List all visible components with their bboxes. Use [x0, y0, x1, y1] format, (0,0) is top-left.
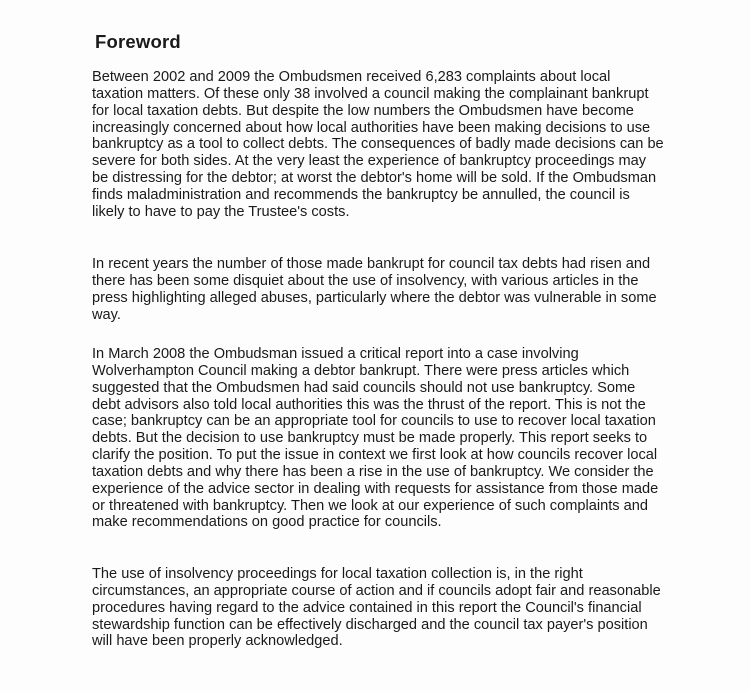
paragraph-4	[92, 566, 661, 650]
text-line: debt advisors also told local authorities this was the thrust of the report. This is not the	[92, 396, 646, 413]
paragraph-1	[92, 69, 664, 221]
text-line: press highlighting alleged abuses, particularly where the debtor was vulnerable in some	[92, 289, 657, 306]
text-line: Wolverhampton Council making a debtor bankrupt. There were press articles which	[92, 362, 630, 379]
paragraph-2	[92, 256, 657, 323]
text-line: taxation debts and why there has been a rise in the use of bankruptcy. We consider the	[92, 463, 654, 480]
text-line: clarify the position. To put the issue in context we first look at how councils recover local	[92, 447, 658, 464]
text-line: likely to have to pay the Trustee's costs.	[92, 203, 350, 220]
text-line: circumstances, an appropriate course of action and if councils adopt fair and reasonable	[92, 582, 661, 599]
text-line: Between 2002 and 2009 the Ombudsmen received 6,283 complaints about local	[92, 69, 611, 85]
paragraph-3	[92, 346, 658, 531]
text-line: taxation matters. Of these only 38 involved a council making the complainant bankrupt	[92, 85, 649, 102]
text-line: for local taxation debts. But despite the low numbers the Ombudsmen have become	[92, 102, 634, 119]
page-title: Foreword	[95, 31, 181, 52]
text-line: debts. But the decision to use bankruptcy must be made properly. This report seeks to	[92, 430, 648, 447]
text-line: there has been some disquiet about the use of insolvency, with various articles in the	[92, 272, 639, 289]
text-line: In recent years the number of those made bankrupt for council tax debts had risen and	[92, 256, 651, 272]
text-line: The use of insolvency proceedings for local taxation collection is, in the right	[92, 566, 583, 582]
text-line: increasingly concerned about how local authorities have been making decisions to use	[92, 119, 651, 136]
text-line: finds maladministration and recommends the bankruptcy be annulled, the council is	[92, 186, 630, 203]
text-line: or threatened with bankruptcy. Then we look at our experience of such complaints and	[92, 497, 648, 514]
text-line: suggested that the Ombudsmen had said councils should not use bankruptcy. Some	[92, 379, 636, 396]
text-line: procedures having regard to the advice contained in this report the Council's financial	[92, 599, 642, 616]
text-line: bankruptcy as a tool to collect debts. The consequences of badly made decisions can be	[92, 136, 664, 153]
text-line: experience of the advice sector in dealing with requests for assistance from those made	[92, 480, 659, 497]
text-line: case; bankruptcy can be an appropriate tool for councils to use to recover local taxation	[92, 413, 656, 430]
text-line: In March 2008 the Ombudsman issued a critical report into a case involving	[92, 346, 579, 362]
text-line: way.	[92, 306, 121, 323]
text-line: stewardship function can be effectively discharged and the council tax payer's position	[92, 616, 648, 633]
text-line: be distressing for the debtor; at worst the debtor's home will be sold. If the Ombudsman	[92, 170, 657, 187]
text-line: severe for both sides. At the very least the experience of bankruptcy proceedings may	[92, 153, 647, 170]
text-line: make recommendations on good practice for councils.	[92, 514, 442, 531]
text-line: will have been properly acknowledged.	[92, 633, 343, 650]
